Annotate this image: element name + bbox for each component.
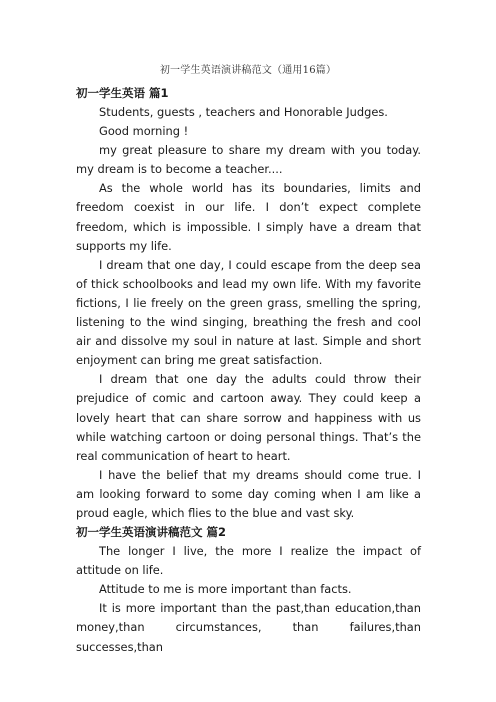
paragraph: Good morning ! — [99, 124, 189, 139]
paragraph: Attitude to me is more important than facts. — [99, 582, 352, 597]
paragraph: The longer I live, the more I realize the impact of attitude on life. — [76, 544, 421, 578]
document-body — [76, 84, 421, 657]
section-heading: 初一学生英语 篇1 — [76, 86, 169, 100]
paragraph: It is more important than the past,than education,than money,than circumstances, than failures,than successes,than — [76, 601, 421, 654]
paragraph: I have the belief that my dreams should come true. I am looking forward to some day coming when I am like a proud eagle, which flies to the blue and vast sky. — [76, 467, 421, 520]
paragraph: I dream that one day the adults could throw their prejudice of comic and cartoon away. They could keep a lovely heart that can share sorrow and happiness with us while watching cartoon or doing personal things. That’s the real communication of heart to heart. — [76, 372, 421, 463]
paragraph: Students, guests , teachers and Honorable Judges. — [99, 105, 388, 119]
section-heading: 初一学生英语演讲稿范文 篇2 — [76, 525, 227, 540]
paragraph: I dream that one day, I could escape from the deep sea of thick schoolbooks and lead my own life. With my favorite fictions, I lie freely on the green grass, smelling the spring, listening to the wind singing, breathing the fresh and cool air and dissolve my soul in nature at last. Simple and short enjoyment can bring me great satisfaction. — [76, 257, 421, 368]
document-title: 初一学生英语演讲稿范文（通用16篇） — [159, 65, 337, 76]
paragraph: As the whole world has its boundaries, limits and freedom coexist in our life. I don’t expect complete freedom, which is impossible. I simply have a dream that supports my life. — [76, 181, 421, 253]
paragraph: my great pleasure to share my dream with you today. my dream is to become a teacher.... — [76, 143, 421, 177]
